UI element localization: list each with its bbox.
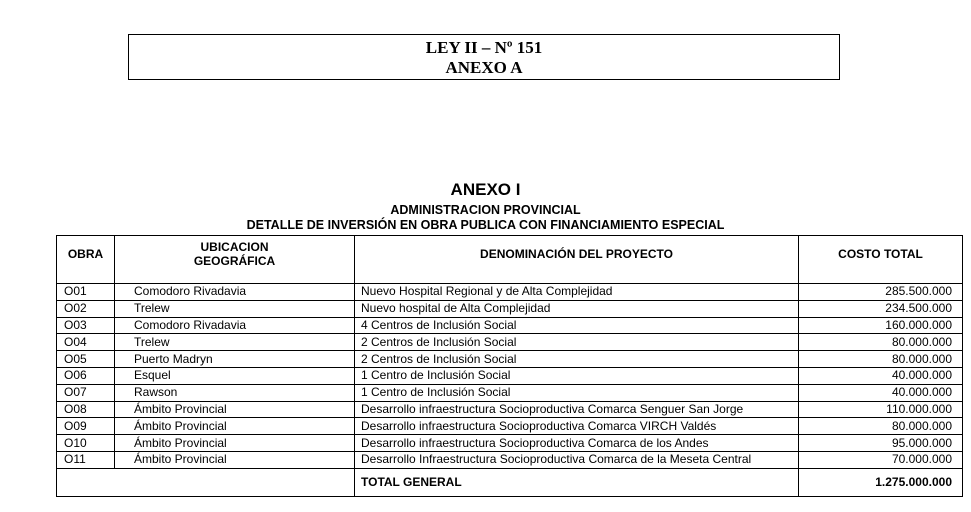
table-row — [57, 334, 963, 351]
column-header-obra: OBRA — [57, 236, 115, 284]
investment-detail-heading: DETALLE DE INVERSIÓN EN OBRA PUBLICA CON FINANCIAMIENTO ESPECIAL — [246, 218, 725, 232]
costo-cell: 285.500.000 — [799, 284, 963, 301]
costo-cell: 80.000.000 — [799, 351, 963, 368]
obra-cell: O03 — [57, 317, 115, 334]
table-row — [57, 351, 963, 368]
obra-cell: O04 — [57, 334, 115, 351]
obra-cell: O08 — [57, 401, 115, 418]
table-row — [57, 317, 963, 334]
obra-cell: O06 — [57, 367, 115, 384]
ubicacion-cell: Ámbito Provincial — [115, 451, 355, 468]
denominacion-cell: 1 Centro de Inclusión Social — [355, 384, 799, 401]
obra-cell: O05 — [57, 351, 115, 368]
annex-a-label: ANEXO A — [445, 58, 523, 77]
administration-heading: ADMINISTRACION PROVINCIAL — [390, 203, 581, 217]
denominacion-cell: 2 Centros de Inclusión Social — [355, 351, 799, 368]
ubicacion-cell: Puerto Madryn — [115, 351, 355, 368]
ubicacion-cell: Ámbito Provincial — [115, 401, 355, 418]
denominacion-cell: Nuevo Hospital Regional y de Alta Complejidad — [355, 284, 799, 301]
law-number: LEY II – Nº 151 — [425, 38, 543, 57]
costo-cell: 234.500.000 — [799, 300, 963, 317]
total-value: 1.275.000.000 — [799, 468, 963, 496]
ubicacion-cell: Trelew — [115, 334, 355, 351]
ubicacion-cell: Esquel — [115, 367, 355, 384]
table-header-row — [57, 236, 963, 284]
denominacion-cell: Nuevo hospital de Alta Complejidad — [355, 300, 799, 317]
ubicacion-cell: Ámbito Provincial — [115, 435, 355, 452]
annex-title: ANEXO I — [450, 180, 521, 199]
ubicacion-header-line1: UBICACION — [200, 239, 269, 254]
ubicacion-cell: Ámbito Provincial — [115, 418, 355, 435]
table-row — [57, 451, 963, 468]
costo-cell: 95.000.000 — [799, 435, 963, 452]
costo-cell: 70.000.000 — [799, 451, 963, 468]
costo-cell: 160.000.000 — [799, 317, 963, 334]
column-header-denominacion: DENOMINACIÓN DEL PROYECTO — [355, 236, 799, 284]
obra-cell: O01 — [57, 284, 115, 301]
total-row-spacer — [57, 468, 355, 496]
table-row — [57, 418, 963, 435]
table-row — [57, 435, 963, 452]
obra-cell: O07 — [57, 384, 115, 401]
investment-table — [56, 235, 963, 497]
total-label: TOTAL GENERAL — [355, 468, 799, 496]
obra-cell: O10 — [57, 435, 115, 452]
denominacion-cell: 4 Centros de Inclusión Social — [355, 317, 799, 334]
denominacion-cell: Desarrollo infraestructura Socioproductiva Comarca VIRCH Valdés — [355, 418, 799, 435]
denominacion-cell: Desarrollo infraestructura Socioproductiva Comarca Senguer San Jorge — [355, 401, 799, 418]
ubicacion-cell: Comodoro Rivadavia — [115, 317, 355, 334]
costo-cell: 110.000.000 — [799, 401, 963, 418]
obra-cell: O02 — [57, 300, 115, 317]
costo-cell: 40.000.000 — [799, 367, 963, 384]
denominacion-cell: 2 Centros de Inclusión Social — [355, 334, 799, 351]
costo-cell: 80.000.000 — [799, 418, 963, 435]
ubicacion-cell: Trelew — [115, 300, 355, 317]
denominacion-cell: Desarrollo Infraestructura Socioproductiva Comarca de la Meseta Central — [355, 451, 799, 468]
total-row — [57, 468, 963, 496]
law-title-box — [128, 34, 840, 80]
costo-cell: 40.000.000 — [799, 384, 963, 401]
table-row — [57, 367, 963, 384]
table-row — [57, 284, 963, 301]
table-row — [57, 401, 963, 418]
denominacion-cell: Desarrollo infraestructura Socioproductiva Comarca de los Andes — [355, 435, 799, 452]
column-header-ubicacion — [115, 236, 355, 284]
obra-cell: O11 — [57, 451, 115, 468]
ubicacion-cell: Rawson — [115, 384, 355, 401]
ubicacion-header-line2: GEOGRÁFICA — [193, 253, 276, 268]
denominacion-cell: 1 Centro de Inclusión Social — [355, 367, 799, 384]
obra-cell: O09 — [57, 418, 115, 435]
costo-cell: 80.000.000 — [799, 334, 963, 351]
table-row — [57, 300, 963, 317]
column-header-costo: COSTO TOTAL — [799, 236, 963, 284]
table-row — [57, 384, 963, 401]
ubicacion-cell: Comodoro Rivadavia — [115, 284, 355, 301]
